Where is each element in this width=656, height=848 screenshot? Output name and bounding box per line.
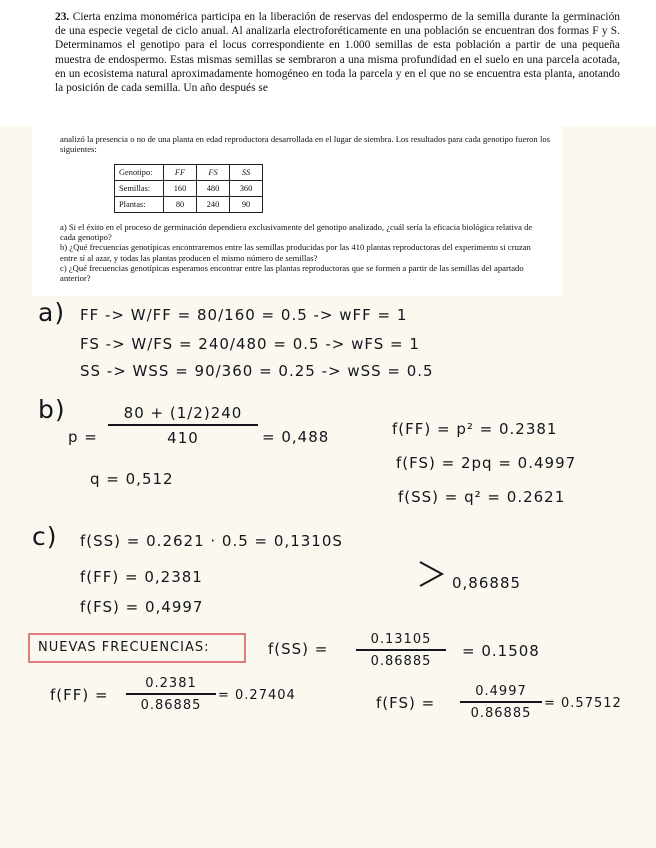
new-frequencies-box <box>28 633 246 663</box>
table-cell: FS <box>197 165 230 181</box>
table-cell: 480 <box>197 181 230 197</box>
p-result: = 0,488 <box>262 428 330 446</box>
new-frequencies-label: NUEVAS FRECUENCIAS: <box>38 640 210 655</box>
table-cell: 90 <box>230 197 263 213</box>
f-ss-b: f(SS) = q² = 0.2621 <box>398 488 566 506</box>
question-b: b) ¿Qué frecuencias genotípicas encontraremos entre las semillas producidas por las 410 plantas reproductoras del experimento si cruzan entre sí al azar, y todas las plantas producen el mismo número de semillas? <box>60 242 531 263</box>
question-c: c) ¿Qué frecuencias genotípicas esperamos encontrar entre las plantas reproductoras que se formen a partir de las semillas del apartado anterior? <box>60 262 524 284</box>
new-fff-denominator: 0.86885 <box>140 698 202 713</box>
table-cell: Plantas: <box>115 197 164 213</box>
new-ffs-fraction <box>460 684 542 721</box>
q-value: q = 0,512 <box>90 470 174 488</box>
part-c-line-3: f(FS) = 0,4997 <box>80 598 204 616</box>
table-cell: SS <box>230 165 263 181</box>
continuation-text: analizó la presencia o no de una planta en edad reproductora desarrollada en el lugar de siembra. Los resultados para cada genotipo fueron los siguientes: <box>60 134 550 155</box>
new-fff-result: = 0.27404 <box>218 688 296 703</box>
part-a-line-3: SS -> WSS = 90/360 = 0.25 -> wSS = 0.5 <box>80 362 434 380</box>
p-numerator: 80 + (1/2)240 <box>108 404 258 426</box>
table-cell: Semillas: <box>115 181 164 197</box>
problem-paragraph <box>55 10 620 95</box>
table-cell: FF <box>164 165 197 181</box>
table-cell: 160 <box>164 181 197 197</box>
new-fss-fraction <box>356 632 446 669</box>
part-c-line-1: f(SS) = 0.2621 · 0.5 = 0,1310S <box>80 532 343 550</box>
genotype-table <box>114 164 263 213</box>
part-c-line-2: f(FF) = 0,2381 <box>80 568 203 586</box>
new-fss-label: f(SS) = <box>268 640 329 658</box>
part-a-line-2: FS -> W/FS = 240/480 = 0.5 -> wFS = 1 <box>80 335 420 353</box>
question-a: a) Si el éxito en el proceso de germinación dependiera exclusivamente del genotipo analizado, ¿cuál sería la eficacia biológica relativa de cada genotipo? <box>60 222 533 243</box>
new-fff-fraction <box>126 676 216 713</box>
greater-than-brace-icon <box>418 560 446 588</box>
table-row <box>115 181 263 197</box>
problem-continuation <box>32 126 562 296</box>
table-cell: 80 <box>164 197 197 213</box>
table-cell: Genotipo: <box>115 165 164 181</box>
questions <box>60 222 550 283</box>
new-ffs-result: = 0.57512 <box>544 696 622 711</box>
problem-statement <box>0 0 656 126</box>
new-fss-denominator: 0.86885 <box>370 654 432 669</box>
part-a-line-1: FF -> W/FF = 80/160 = 0.5 -> wFF = 1 <box>80 306 408 324</box>
part-b-label: b) <box>38 395 66 424</box>
p-denominator: 410 <box>167 429 199 447</box>
table-row <box>115 197 263 213</box>
p-label: p = <box>68 428 98 446</box>
f-fs-b: f(FS) = 2pq = 0.4997 <box>396 454 577 472</box>
table-row <box>115 165 263 181</box>
p-fraction <box>108 404 258 447</box>
problem-text: Cierta enzima monomérica participa en la liberación de reservas del endospermo de la semilla durante la germinación de una especie vegetal de ciclo anual. Al analizarla electroforéticamente en una población se encuentran dos formas F y S. Determinamos el genotipo para el locus correspondiente en 1.000 semillas de esta población a partir de una pequeña muestra de endospermo. Estas mismas semillas se sembraron a una misma profundidad en el suelo en una parcela acotada, en un ecosistema natural aproximadamente homogéneo en toda la parcela y en el que no se encuentra esta planta, anotando la posición de cada semilla. Un año después se <box>55 11 620 95</box>
f-ff-b: f(FF) = p² = 0.2381 <box>392 420 558 438</box>
table-cell: 360 <box>230 181 263 197</box>
new-ffs-label: f(FS) = <box>376 694 436 712</box>
new-fss-numerator: 0.13105 <box>356 632 446 651</box>
part-c-label: c) <box>32 522 58 551</box>
part-a-label: a) <box>38 298 66 327</box>
sum-value: 0,86885 <box>452 574 522 592</box>
new-fff-numerator: 0.2381 <box>126 676 216 695</box>
new-ffs-denominator: 0.86885 <box>470 706 532 721</box>
new-fss-result: = 0.1508 <box>462 642 540 660</box>
table-cell: 240 <box>197 197 230 213</box>
new-fff-label: f(FF) = <box>50 686 109 704</box>
problem-number: 23. <box>55 11 70 23</box>
new-ffs-numerator: 0.4997 <box>460 684 542 703</box>
